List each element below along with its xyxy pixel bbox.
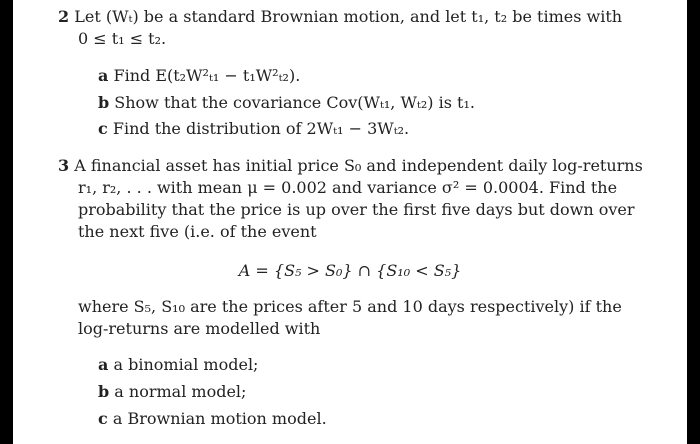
problem-3-line-2 (78, 178, 617, 198)
problem-3-part-c (98, 409, 327, 429)
problem-2-part-b (98, 93, 475, 113)
problem-2-line-1 (58, 7, 622, 27)
part-text: Find the distribution of 2Wₜ₁ − 3Wₜ₂. (112, 119, 410, 138)
event-equation (13, 261, 687, 281)
problem-text: where S₅, S₁₀ are the prices after 5 and 10 days respectively) if the (78, 297, 622, 316)
problem-3-line-5 (78, 297, 622, 317)
problem-2-line-2 (78, 29, 166, 49)
problem-text: Let (Wₜ) be a standard Brownian motion, and let t₁, t₂ be times with (74, 7, 623, 26)
problem-text: A financial asset has initial price S₀ and independent daily log-returns (74, 156, 643, 175)
document-page (13, 0, 687, 444)
part-letter: b (98, 382, 110, 401)
part-letter: b (98, 93, 110, 112)
left-dark-border (0, 0, 13, 444)
problem-text: 0 ≤ t₁ ≤ t₂. (78, 29, 167, 48)
part-text: Find E(t₂W²ₜ₁ − t₁W²ₜ₂). (113, 66, 301, 85)
problem-3-line-6 (78, 319, 320, 339)
problem-3-part-b (98, 382, 246, 402)
problem-text: log-returns are modelled with (78, 319, 321, 338)
part-text: a normal model; (114, 382, 247, 401)
problem-3-part-a (98, 355, 258, 375)
part-letter: a (98, 355, 109, 374)
problem-text: the next five (i.e. of the event (78, 222, 317, 241)
problem-3-line-3 (78, 200, 635, 220)
part-letter: c (98, 119, 108, 138)
part-text: a Brownian motion model. (112, 409, 327, 428)
problem-3-line-1 (58, 156, 643, 176)
problem-text: probability that the price is up over the first five days but down over (78, 200, 635, 219)
right-dark-border (687, 0, 700, 444)
part-letter: c (98, 409, 108, 428)
equation-text: A = {S₅ > S₀} ∩ {S₁₀ < S₅} (238, 261, 462, 280)
part-text: a binomial model; (113, 355, 259, 374)
part-text: Show that the covariance Cov(Wₜ₁, Wₜ₂) is t₁. (114, 93, 475, 112)
problem-number: 3 (58, 156, 70, 175)
problem-number: 2 (58, 7, 70, 26)
problem-3-line-4 (78, 222, 317, 242)
problem-2-part-a (98, 66, 300, 86)
part-letter: a (98, 66, 109, 85)
problem-2-part-c (98, 119, 409, 139)
problem-text: r₁, r₂, . . . with mean μ = 0.002 and variance σ² = 0.0004. Find the (78, 178, 618, 197)
